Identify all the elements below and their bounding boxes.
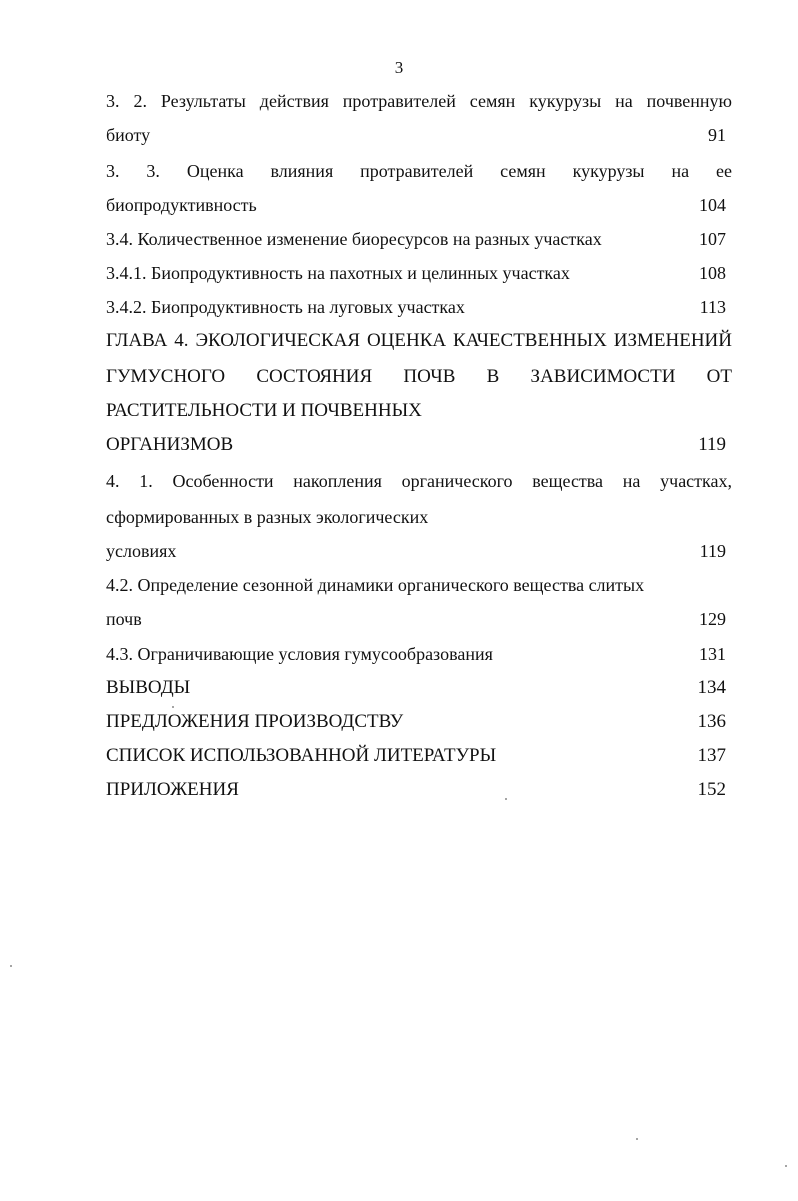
toc-page-number: 136: [697, 711, 726, 732]
toc-entry-3-4-2: [106, 294, 732, 320]
toc-page-number: 108: [699, 263, 726, 283]
toc-entry-text-line: условиях: [106, 541, 177, 561]
toc-entry-text-line: 3.4.2. Биопродуктивность на луговых участках: [106, 297, 465, 317]
toc-entry-appendices: [106, 777, 732, 803]
toc-entry-text-line: 4.3. Ограничивающие условия гумусообразования: [106, 644, 493, 664]
scan-speck: [636, 1138, 638, 1140]
toc-entry-text-line: РАСТИТЕЛЬНОСТИ И ПОЧВЕННЫХ: [106, 400, 422, 421]
toc-entry-text-line: ПРИЛОЖЕНИЯ: [106, 779, 239, 800]
toc-entry-text-line: 3. 2. Результаты действия протравителей семян кукурузы на почвенную: [106, 91, 732, 111]
toc-entry-text-line: ОРГАНИЗМОВ: [106, 434, 234, 455]
toc-entry-3-4: [106, 226, 732, 252]
toc-entry-references: [106, 743, 732, 769]
toc-page-number: 131: [699, 644, 726, 664]
toc-page-number: 129: [699, 609, 726, 629]
toc-page-number: 119: [698, 434, 726, 455]
toc-entry-text-line: ВЫВОДЫ: [106, 677, 191, 698]
toc-entry-proposals: [106, 709, 732, 735]
toc-page-number: 134: [697, 677, 726, 698]
toc-page-number: 107: [699, 229, 726, 249]
toc-entry-row: [106, 606, 732, 632]
toc-entry-row: [106, 432, 732, 458]
toc-chapter-title-line: ГУМУСНОГО СОСТОЯНИЯ ПОЧВ В ЗАВИСИМОСТИ ОТ: [106, 366, 732, 387]
toc-entry-row: [106, 538, 732, 564]
toc-entry-row: [106, 122, 732, 148]
toc-page-number: 91: [708, 125, 726, 145]
toc-entry-row: [106, 192, 732, 218]
toc-entry-text-line: 3. 3. Оценка влияния протравителей семян кукурузы на ее: [106, 161, 732, 181]
toc-entry-text-line: биопродуктивность: [106, 195, 257, 215]
toc-chapter-title-line: ГЛАВА 4. ЭКОЛОГИЧЕСКАЯ ОЦЕНКА КАЧЕСТВЕННЫХ ИЗМЕНЕНИЙ: [106, 330, 732, 351]
toc-entry-text-line: СПИСОК ИСПОЛЬЗОВАННОЙ ЛИТЕРАТУРЫ: [106, 745, 497, 766]
toc-entry-3-4-1: [106, 260, 732, 286]
toc-entry-conclusions: [106, 675, 732, 701]
toc-entry-text-line: 4.2. Определение сезонной динамики органического вещества слитых: [106, 575, 645, 595]
toc-page-number: 119: [699, 541, 726, 561]
toc-entry-text-line: 3.4. Количественное изменение биоресурсов на разных участках: [106, 229, 602, 249]
toc-entry-text-line: 3.4.1. Биопродуктивность на пахотных и целинных участках: [106, 263, 570, 283]
scan-speck: [785, 1165, 787, 1167]
page-number: 3: [394, 58, 404, 77]
toc-page-number: 137: [697, 745, 726, 766]
toc-entry-4-3: [106, 641, 732, 667]
toc-entry-text-line: биоту: [106, 125, 151, 145]
toc-entry-row: [106, 504, 732, 530]
toc-entry-text-line: ПРЕДЛОЖЕНИЯ ПРОИЗВОДСТВУ: [106, 711, 404, 732]
toc-page-number: 104: [699, 195, 726, 215]
toc-entry-text-line: почв: [106, 609, 142, 629]
toc-entry-text-line: 4. 1. Особенности накопления органического вещества на участках,: [106, 471, 732, 491]
toc-chapter-title-line: [106, 398, 732, 424]
toc-entry-row: [106, 572, 732, 598]
toc-page-number: 113: [699, 297, 726, 317]
toc-page-number: 152: [697, 779, 726, 800]
toc-entry-text-line: сформированных в разных экологических: [106, 507, 429, 527]
scan-speck: [505, 798, 507, 800]
scan-speck: [172, 706, 174, 708]
scan-speck: [10, 965, 12, 967]
